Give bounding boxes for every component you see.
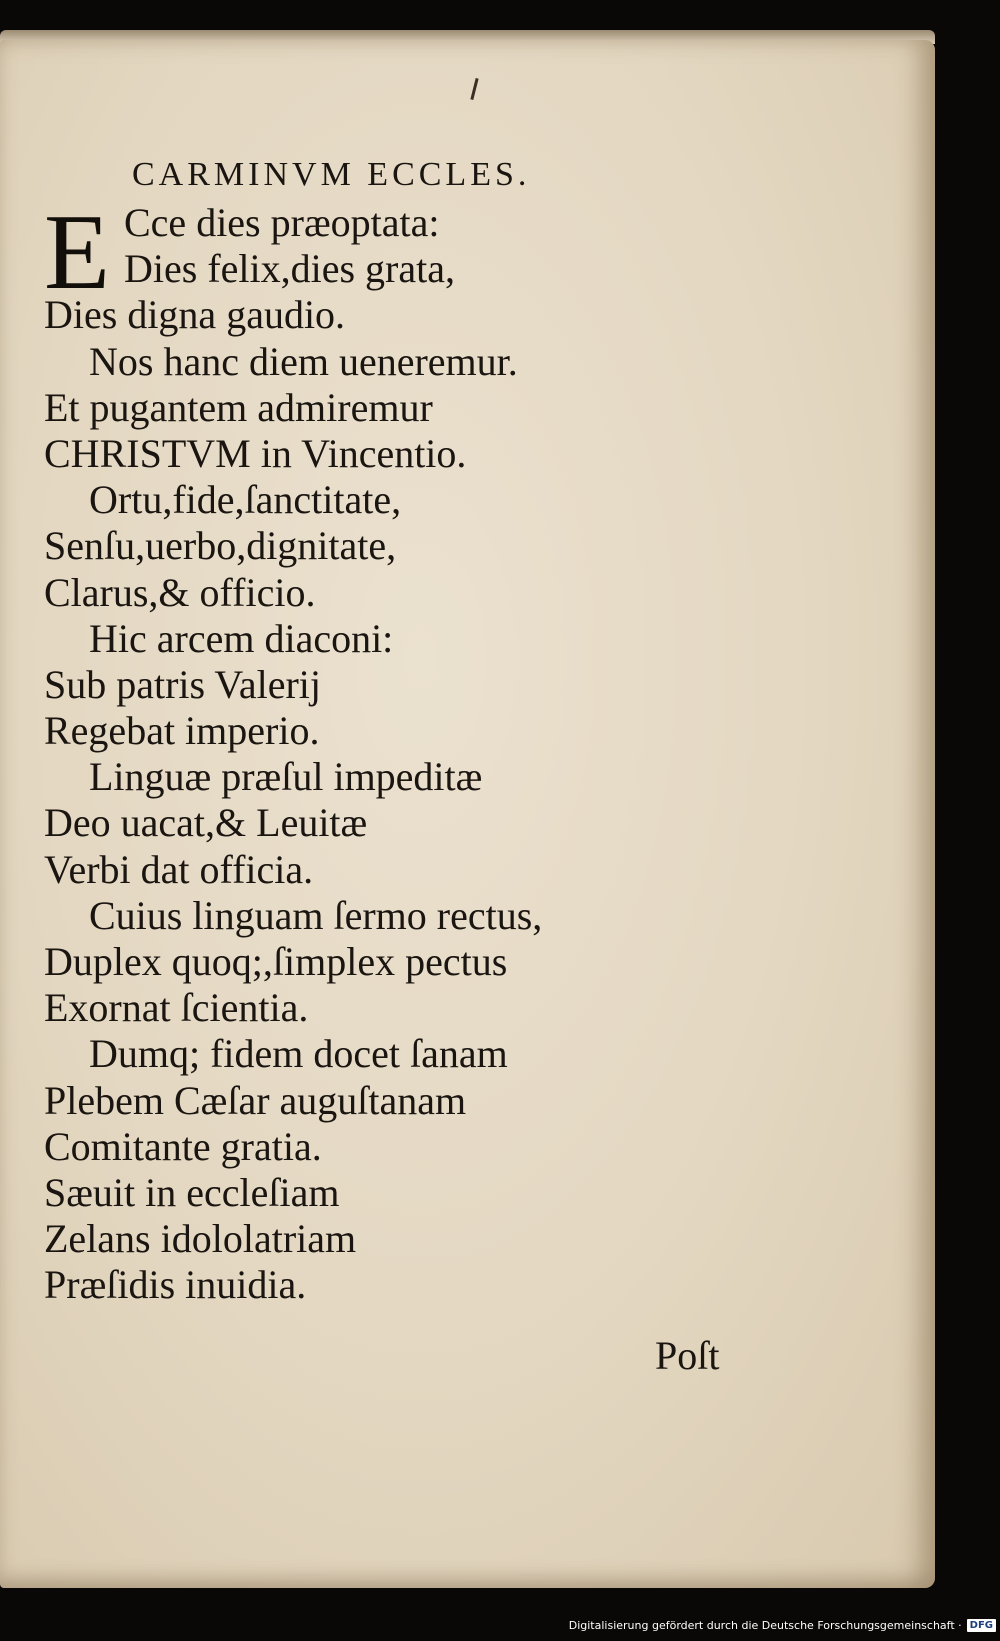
running-header: CARMINVM ECCLES. — [132, 156, 531, 193]
verse-line: Comitante gratia. — [44, 1123, 322, 1169]
verse-line: Clarus,& officio. — [44, 569, 316, 615]
verse-line: CHRISTVM in Vincentio. — [44, 430, 467, 476]
poem-lines — [44, 193, 664, 1309]
verse-line: Præſidis inuidia. — [44, 1262, 307, 1308]
verse-line: Regebat imperio. — [44, 708, 320, 754]
verse-line: Sub patris Valerij — [44, 661, 322, 707]
verse-line: Cce dies præoptata: — [124, 200, 440, 245]
verse-line: Exornat ſcientia. — [44, 985, 309, 1031]
verse-line: Plebem Cæſar auguſtanam — [44, 1077, 467, 1123]
verse-line: Linguæ præſul impeditæ — [89, 754, 483, 800]
verse-line: Ortu,fide,ſanctitate, — [89, 477, 402, 523]
credit-text: Digitalisierung gefördert durch die Deutsche Forschungsgemeinschaft · — [568, 1618, 962, 1632]
drop-initial: E — [44, 193, 110, 312]
verse-line: Dies digna gaudio. — [44, 292, 346, 338]
catchword: Poſt — [655, 1333, 720, 1378]
book-page — [0, 40, 935, 1588]
show-through-line — [620, 1385, 750, 1432]
verse-line: Et pugantem admiremur — [44, 384, 433, 430]
verse-line: Hic arcem diaconi: — [89, 615, 394, 661]
verse-line: Dies felix,dies grata, — [124, 246, 455, 292]
digitization-credit — [569, 1617, 996, 1633]
verse-line: Sæuit in eccleſiam — [44, 1169, 340, 1215]
dfg-logo: DFG — [967, 1619, 996, 1632]
verse-line: Verbi dat officia. — [44, 846, 314, 892]
verse-line: Nos hanc diem ueneremur. — [89, 338, 518, 384]
verse-line: Deo uacat,& Leuitæ — [44, 800, 368, 846]
verse-line: Senſu,uerbo,dignitate, — [44, 523, 397, 569]
verse-line: Cuius linguam ſermo rectus, — [89, 892, 543, 938]
poem-text-block — [44, 150, 664, 1309]
ink-mark — [470, 78, 478, 100]
verse-line: Duplex quoq;,ſimplex pectus — [44, 939, 508, 984]
verse-line: Dumq; fidem docet ſanam — [89, 1031, 508, 1077]
verse-line: Zelans idololatriam — [44, 1216, 357, 1262]
